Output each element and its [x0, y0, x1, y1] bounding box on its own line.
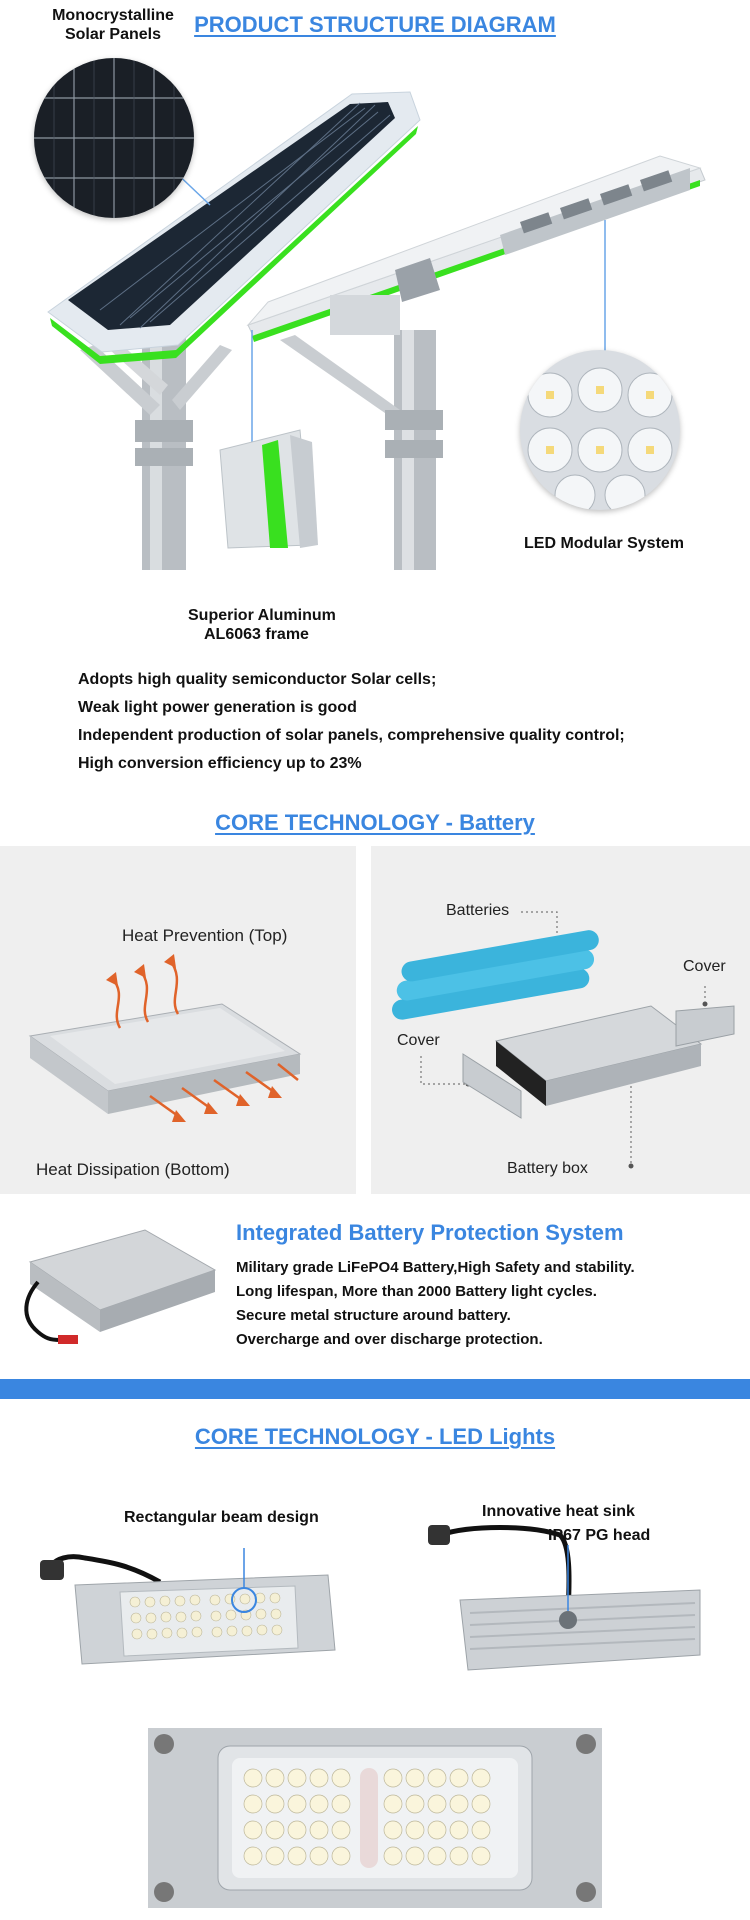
- feature-item: Adopts high quality semiconductor Solar cells;: [78, 671, 437, 688]
- feature-item: Independent production of solar panels, comprehensive quality control;: [78, 727, 625, 744]
- solar-cell-closeup: [34, 58, 194, 218]
- beam-label: Rectangular beam design: [124, 1509, 319, 1526]
- cover-right-label: Cover: [683, 958, 726, 975]
- feature-item: High conversion efficiency up to 23%: [78, 755, 362, 772]
- batteries-label: Batteries: [446, 902, 510, 919]
- protection-item: Long lifespan, More than 2000 Battery light cycles.: [236, 1283, 597, 1300]
- battery-title: CORE TECHNOLOGY - Battery: [215, 810, 535, 835]
- solar-label-line1: Monocrystalline: [52, 7, 174, 24]
- solar-label-line2: Solar Panels: [64, 26, 162, 43]
- battery-exploded-panel: [371, 846, 750, 1194]
- heatsink-label: Innovative heat sink: [482, 1503, 635, 1520]
- led-title: CORE TECHNOLOGY - LED Lights: [194, 1424, 556, 1449]
- led-modular-label: LED Modular System: [524, 535, 685, 552]
- led-module-closeup: [520, 350, 680, 510]
- frame-label-line1: Superior Aluminum: [188, 607, 336, 624]
- protection-list: [236, 1256, 635, 1352]
- heat-bottom-label: Heat Dissipation (Bottom): [36, 1160, 230, 1179]
- led-module-large-image: [148, 1728, 602, 1908]
- led-heatsink-image: [410, 1505, 730, 1675]
- battery-box-label: Battery box: [507, 1160, 588, 1177]
- feature-item: Weak light power generation is good: [78, 699, 357, 716]
- protection-item: Secure metal structure around battery.: [236, 1307, 511, 1324]
- heat-top-label: Heat Prevention (Top): [122, 926, 288, 945]
- section-divider-band: [0, 1379, 750, 1399]
- structure-title: PRODUCT STRUCTURE DIAGRAM: [194, 12, 556, 37]
- pg-head-label: IP67 PG head: [548, 1527, 651, 1544]
- structure-feature-list: [78, 666, 625, 778]
- protection-item: Military grade LiFePO4 Battery,High Safety and stability.: [236, 1259, 635, 1276]
- protection-item: Overcharge and over discharge protection.: [236, 1331, 543, 1348]
- frame-label-line2: AL6063 frame: [204, 626, 309, 643]
- protection-title: Integrated Battery Protection System: [236, 1220, 624, 1245]
- heat-panel: [0, 846, 356, 1194]
- cover-left-label: Cover: [397, 1032, 440, 1049]
- battery-pack-image: [20, 1222, 220, 1352]
- led-module-front-image: [30, 1540, 350, 1670]
